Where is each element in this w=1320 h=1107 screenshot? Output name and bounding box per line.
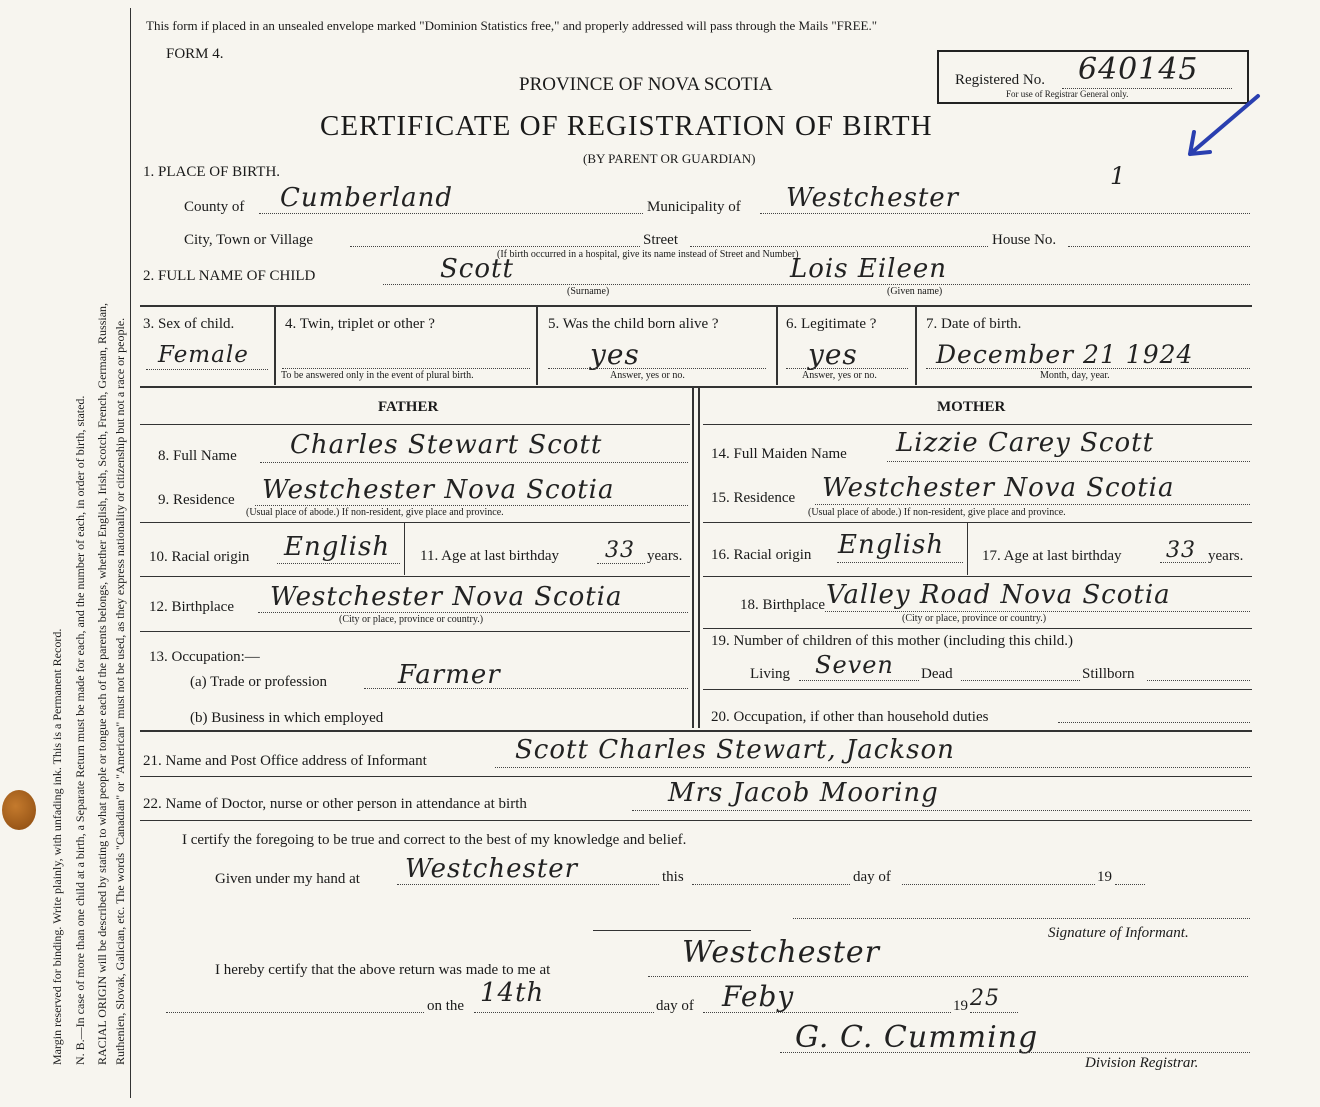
legitimate-note: Answer, yes or no.	[802, 370, 877, 381]
registrar-year-value: 25	[970, 986, 1000, 1011]
born-alive-value: yes	[590, 338, 640, 371]
dead-label: Dead	[921, 666, 953, 682]
father-age-value: 33	[605, 538, 635, 563]
dob-label: 7. Date of birth.	[926, 316, 1022, 332]
registered-label: Registered No.	[955, 72, 1045, 88]
doctor-value: Mrs Jacob Mooring	[668, 778, 939, 808]
this-label: this	[662, 869, 684, 885]
mother-name-value: Lizzie Carey Scott	[896, 428, 1155, 458]
mother-age-unit: years.	[1208, 548, 1244, 564]
mother-birthplace-note: (City or place, province or country.)	[902, 613, 1047, 624]
father-birthplace-note: (City or place, province or country.)	[339, 614, 484, 625]
certify-statement: I certify the foregoing to be true and correct to the best of my knowledge and belief.	[182, 832, 687, 848]
registrar-day-of-label: day of	[656, 998, 694, 1014]
father-birthplace-label: 12. Birthplace	[149, 599, 234, 615]
municipality-label: Municipality of	[647, 199, 741, 215]
margin-note-racial-2: Ruthenien, Slovak, Galician, etc. The words "Canadian" or "American" must not be used, as they express nationality or citizenship but not a race or people.	[113, 317, 127, 1065]
born-alive-note: Answer, yes or no.	[610, 370, 685, 381]
registered-number: 640145	[1078, 52, 1199, 87]
city-label: City, Town or Village	[184, 232, 314, 248]
form-number: FORM 4.	[166, 46, 224, 62]
registrar-day-value: 14th	[480, 978, 545, 1008]
place-of-birth-heading: 1. PLACE OF BIRTH.	[143, 164, 281, 180]
registrar-signature: G. C. Cumming	[795, 1020, 1039, 1055]
father-age-unit: years.	[647, 548, 683, 564]
margin-note-binding: Margin reserved for binding. Write plainly, with unfading ink. This is a Permanent Record.	[50, 628, 64, 1065]
mother-birthplace-label: 18. Birthplace	[740, 597, 825, 613]
blue-check-mark	[1180, 92, 1264, 166]
legitimate-label: 6. Legitimate ?	[786, 316, 877, 332]
informant-signature-label: Signature of Informant.	[1048, 925, 1189, 941]
father-birthplace-value: Westchester Nova Scotia	[270, 582, 623, 612]
year-prefix: 19	[1097, 869, 1112, 885]
mother-racial-label: 16. Racial origin	[711, 547, 812, 563]
mother-name-label: 14. Full Maiden Name	[711, 446, 847, 462]
father-residence-note: (Usual place of abode.) If non-resident, give place and province.	[246, 507, 504, 518]
mother-racial-value: English	[838, 530, 945, 560]
father-heading: FATHER	[378, 399, 439, 415]
punch-hole	[2, 790, 36, 830]
father-racial-value: English	[284, 532, 391, 562]
father-age-label: 11. Age at last birthday	[420, 548, 559, 564]
mother-heading: MOTHER	[937, 399, 1006, 415]
children-count-label: 19. Number of children of this mother (including this child.)	[711, 633, 1074, 649]
street-label: Street	[643, 232, 678, 248]
given-name-note: (Given name)	[887, 286, 943, 297]
margin-rule	[130, 8, 131, 1098]
doctor-label: 22. Name of Doctor, nurse or other person in attendance at birth	[143, 796, 527, 812]
mother-birthplace-value: Valley Road Nova Scotia	[826, 580, 1171, 610]
informant-label: 21. Name and Post Office address of Informant	[143, 753, 427, 769]
twin-label: 4. Twin, triplet or other ?	[285, 316, 435, 332]
margin-note-nb: N. B.—In case of more than one child at a birth, a Separate Return must be made for each, and the number of each, in order of birth, stated.	[73, 395, 87, 1065]
municipality-value: Westchester	[786, 183, 960, 213]
document-title: CERTIFICATE OF REGISTRATION OF BIRTH	[320, 110, 933, 142]
margin-note-racial-1: RACIAL ORIGIN will be described by stating to what people or tongue each of the parents belongs, whether English, Irish, Scotch, French, German, Russian,	[95, 302, 109, 1065]
stillborn-label: Stillborn	[1082, 666, 1135, 682]
mother-occupation-label: 20. Occupation, if other than household duties	[711, 709, 989, 725]
occupation-label: 13. Occupation:—	[149, 649, 260, 665]
business-label: (b) Business in which employed	[190, 710, 384, 726]
day-of-label: day of	[853, 869, 891, 885]
born-alive-label: 5. Was the child born alive ?	[548, 316, 719, 332]
given-at-label: Given under my hand at	[215, 871, 360, 887]
province-heading: PROVINCE OF NOVA SCOTIA	[519, 74, 773, 95]
county-label: County of	[184, 199, 245, 215]
mother-residence-label: 15. Residence	[711, 490, 796, 506]
child-surname: Scott	[440, 254, 514, 284]
father-name-value: Charles Stewart Scott	[290, 430, 603, 460]
county-value: Cumberland	[280, 183, 453, 213]
registrar-year-prefix: 19	[953, 998, 968, 1014]
house-label: House No.	[992, 232, 1057, 248]
margin-number: 1	[1110, 162, 1127, 190]
father-name-label: 8. Full Name	[158, 448, 237, 464]
mother-residence-value: Westchester Nova Scotia	[822, 473, 1175, 503]
child-given-name: Lois Eileen	[790, 254, 947, 284]
dob-note: Month, day, year.	[1040, 370, 1110, 381]
mail-note: This form if placed in an unsealed envelope marked "Dominion Statistics free," and properly addressed will pass through the Mails "FREE."	[146, 18, 878, 33]
father-residence-value: Westchester Nova Scotia	[262, 475, 615, 505]
sex-value: Female	[158, 342, 249, 368]
mother-age-label: 17. Age at last birthday	[982, 548, 1122, 564]
document-subtitle: (BY PARENT OR GUARDIAN)	[583, 151, 756, 166]
trade-label: (a) Trade or profession	[190, 674, 328, 690]
registrar-statement: I hereby certify that the above return was made to me at	[215, 962, 551, 978]
legitimate-value: yes	[808, 338, 858, 371]
living-value: Seven	[815, 651, 894, 679]
on-the-label: on the	[427, 998, 465, 1014]
given-at-value: Westchester	[405, 854, 579, 884]
informant-value: Scott Charles Stewart, Jackson	[515, 735, 955, 765]
dob-value: December 21 1924	[936, 340, 1194, 369]
living-label: Living	[750, 666, 790, 682]
registrar-only-note: For use of Registrar General only.	[1006, 89, 1129, 99]
sex-label: 3. Sex of child.	[143, 316, 235, 332]
registrar-place-value: Westchester	[682, 935, 881, 970]
child-name-label: 2. FULL NAME OF CHILD	[143, 268, 316, 284]
mother-residence-note: (Usual place of abode.) If non-resident, give place and province.	[808, 507, 1066, 518]
hospital-note: (If birth occurred in a hospital, give its name instead of Street and Number)	[497, 249, 799, 260]
trade-value: Farmer	[398, 660, 501, 690]
mother-age-value: 33	[1166, 538, 1196, 563]
registrar-month-value: Feby	[722, 980, 795, 1013]
division-registrar-label: Division Registrar.	[1085, 1055, 1199, 1071]
twin-note: To be answered only in the event of plural birth.	[281, 370, 474, 381]
father-racial-label: 10. Racial origin	[149, 549, 250, 565]
father-residence-label: 9. Residence	[158, 492, 235, 508]
surname-note: (Surname)	[567, 286, 610, 297]
